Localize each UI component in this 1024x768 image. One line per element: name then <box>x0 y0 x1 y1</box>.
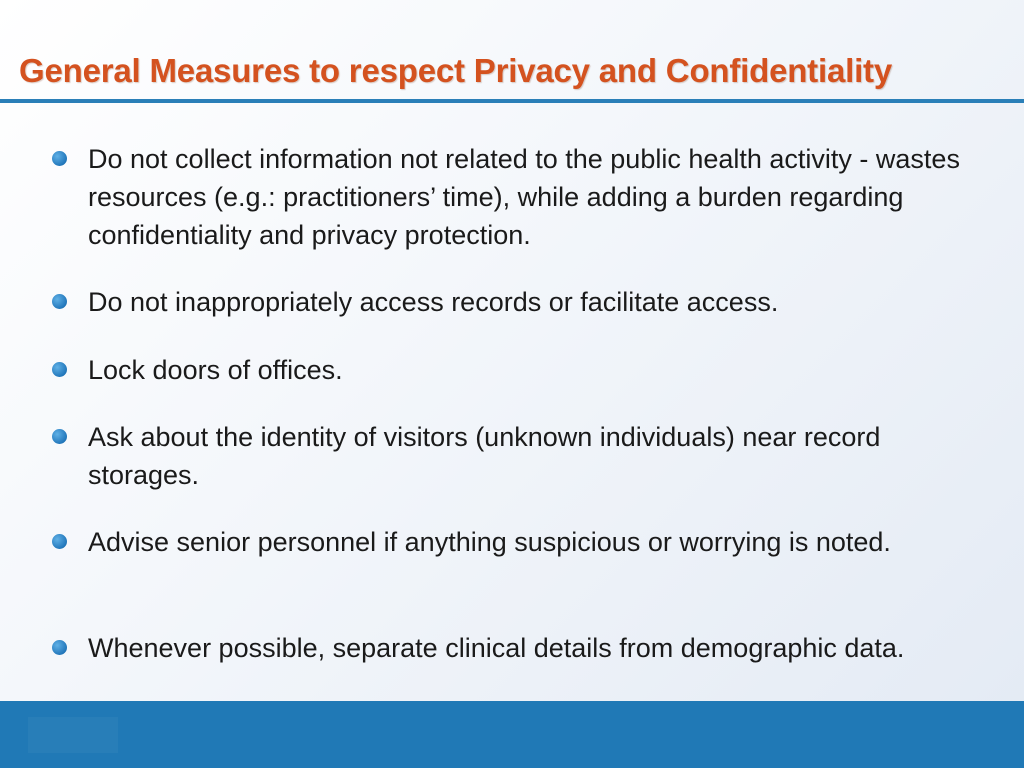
bullet-item <box>88 140 988 254</box>
bullet-text: Do not collect information not related to the public health activity - wastes resources (e.g.: practitioners’ time), while adding a burden regarding confidentiality and privacy protection. <box>88 144 960 250</box>
bullet-text: Advise senior personnel if anything suspicious or worrying is noted. <box>88 527 891 557</box>
bullet-icon <box>52 429 67 444</box>
bullet-text: Lock doors of offices. <box>88 355 343 385</box>
bullet-item <box>88 629 988 667</box>
bullet-item <box>88 523 988 561</box>
bullet-text: Whenever possible, separate clinical details from demographic data. <box>88 633 905 663</box>
bullet-icon <box>52 640 67 655</box>
bullet-text: Ask about the identity of visitors (unknown individuals) near record storages. <box>88 422 881 490</box>
bullet-icon <box>52 151 67 166</box>
slide-title: General Measures to respect Privacy and Confidentiality <box>19 52 892 89</box>
bullet-icon <box>52 534 67 549</box>
footer-accent <box>28 717 118 753</box>
bullet-icon <box>52 362 67 377</box>
footer-band <box>0 701 1024 768</box>
bullet-text: Do not inappropriately access records or facilitate access. <box>88 287 779 317</box>
bullet-item <box>88 418 988 494</box>
title-underline <box>0 99 1024 103</box>
bullet-item <box>88 283 988 321</box>
bullet-item <box>88 351 988 389</box>
bullet-icon <box>52 294 67 309</box>
